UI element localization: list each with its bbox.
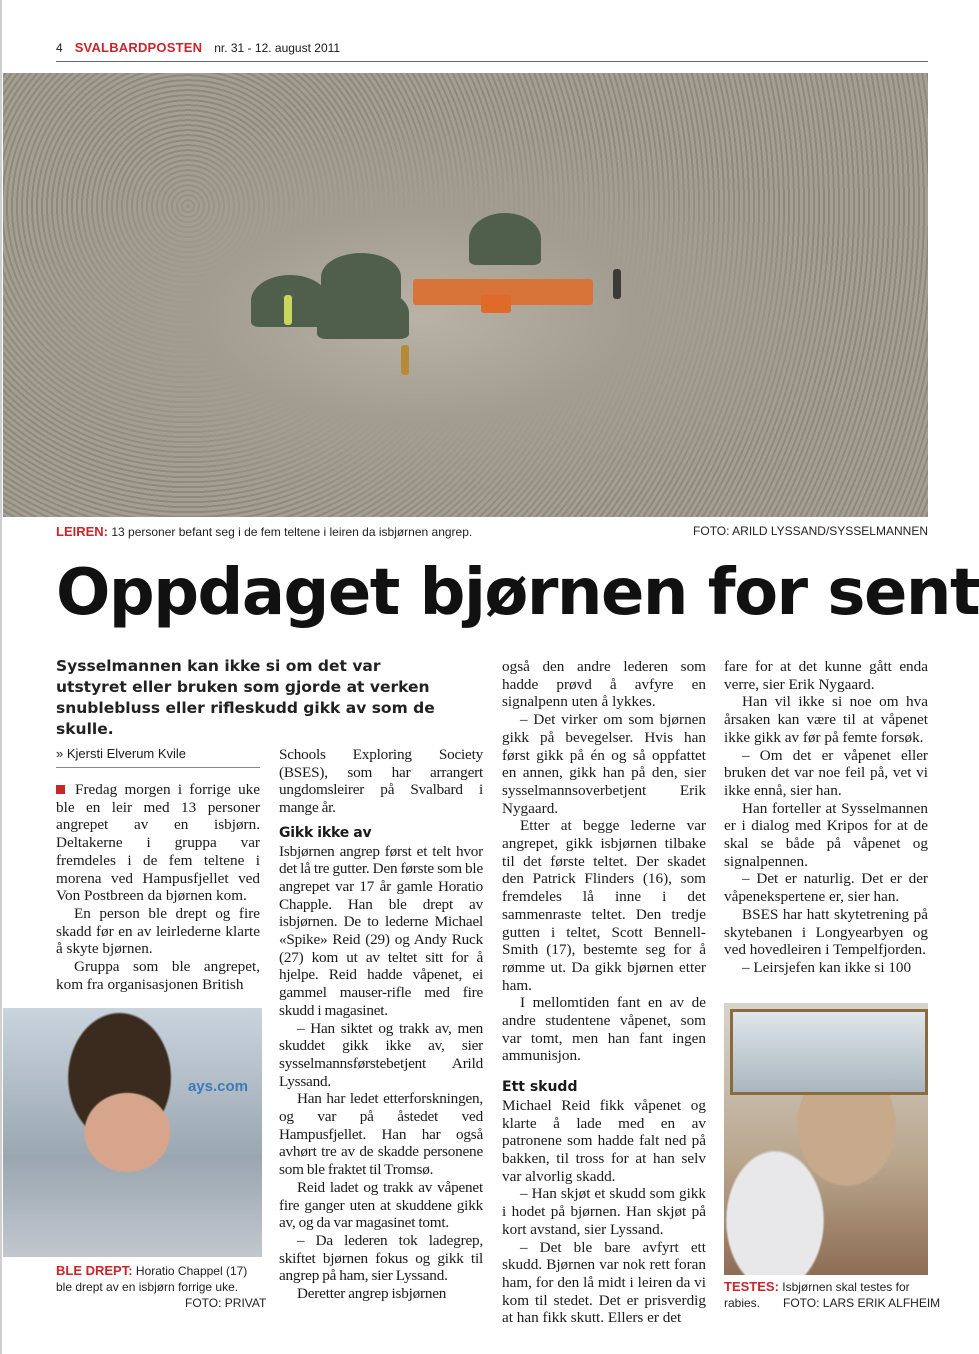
- tent: [317, 287, 409, 339]
- person: [401, 345, 409, 375]
- paragraph: også den andre lederen som hadde prøvd å avfyre en signalpenn uten å lykkes.: [502, 658, 706, 711]
- caption-text: Isbjørnen skal testes for rabies.: [724, 1280, 910, 1310]
- deck: Sysselmannen kan ikke si om det var utstyret eller bruken som gjorde at verken snublebluss eller rifleskudd gikk av som de skulle.: [56, 657, 435, 738]
- photo-logo-text: ays.com: [187, 1078, 248, 1095]
- paragraph: – Leirsjefen kan ikke si 100: [742, 958, 912, 976]
- bullet-square-icon: [56, 785, 65, 794]
- page-edge: [0, 0, 2, 1354]
- paragraph: Han forteller at Sysselmannen er i dialog med Kripos for at de skal se både på våpenet og signalpennen.: [724, 799, 928, 870]
- portrait-credit: FOTO: PRIVAT: [185, 1296, 267, 1310]
- portrait-caption: [56, 1263, 260, 1295]
- column-4: [724, 658, 928, 995]
- headline: Oppdaget bjørnen for sent: [56, 556, 979, 630]
- paragraph: – Om det er våpenet eller bruken det var noe feil på, vet vi ikke ennå, sier han.: [724, 746, 928, 799]
- paragraph: fare for at det kunne gått enda verre, sier Erik Nygaard.: [724, 658, 928, 693]
- paragraph: En person ble drept og fire skadd før en av leirlederne klarte å skyte bjørnen.: [56, 904, 260, 958]
- paragraph: Schools Exploring Society (BSES), som har arrangert ungdomsleirer på Svalbard i mange år.: [279, 746, 483, 817]
- paragraph: – Det ble bare avfyrt ett skudd. Bjørnen var nok rett foran ham, for den lå midt i leiren da vi kom til stedet. Det er prisverdig at han fikk skutt. Ellers er det: [502, 1238, 706, 1327]
- main-photo-caption: [56, 524, 472, 539]
- caption-text: Horatio Chappel (17) ble drept av en isbjørn forrige uke.: [56, 1264, 248, 1294]
- paragraph: Han vil ikke si noe om hva årsaken kan være til at våpenet ikke gikk av før på femte forsøk.: [724, 693, 928, 746]
- portrait-photo: [3, 1008, 262, 1257]
- caption-lead: BLE DREPT:: [56, 1263, 133, 1278]
- bear-photo: [724, 1003, 928, 1275]
- paragraph: Isbjørnen angrep først et telt hvor det lå tre gutter. Den første som ble angrepet var 17 år gamle Horatio Chapple. Han ble drept av isbjørnen. De to lederne Michael «Spike» Reid (29) og Andy Ruck (27) kom ut av teltet sitt for å hjelpe. Reid hadde våpenet, ei gammel mauser-rifle med fire skudd i magasinet.: [279, 842, 483, 1019]
- paragraph: BSES har hatt skytetrening på skytebanen i Longyearbyen og ved hovedleiren i Tempelfjorden.: [724, 905, 928, 959]
- bear-credit: FOTO: LARS ERIK ALFHEIM: [783, 1296, 941, 1310]
- paragraph: – Han skjøt et skudd som gikk i hodet på bjørnen. Han skjøt på kort avstand, sier Lyssand.: [502, 1185, 706, 1238]
- header-rule: [56, 61, 928, 62]
- main-photo-credit: FOTO: ARILD LYSSAND/SYSSELMANNEN: [693, 524, 928, 538]
- paragraph: Michael Reid fikk våpenet og klarte å lade med en av patronene som hadde falt ned på bakken, til tross for at han selv var alvorlig skadd.: [502, 1096, 706, 1185]
- column-3: [502, 658, 706, 1327]
- page-header: [56, 40, 340, 55]
- paragraph: – Det er naturlig. Det er der våpenekspertene er, sier han.: [724, 870, 928, 906]
- paragraph: – Det virker om som bjørnen gikk på bevegelser. Hvis han først gikk på én og så oppfattet en annen, gikk han på den, sier sysselmannsoverbetjent Erik Nygaard.: [502, 711, 706, 817]
- person: [613, 269, 621, 299]
- paragraph: Etter at begge lederne var angrepet, gikk isbjørnen tilbake til det første teltet. Der skadet den Patrick Flinders (16), som fremdeles lå inne i det sammenraste teltet. Den tredje gutten i teltet, Scott Bennell-Smith (17), bestemte seg for å rømme ut. Da gikk bjørnen etter ham.: [502, 817, 706, 994]
- caption-lead: LEIREN:: [56, 524, 108, 539]
- column-2: [279, 746, 483, 1303]
- subheading: Gikk ikke av: [279, 824, 372, 841]
- paragraph: Fredag morgen i forrige uke ble en leir med 13 personer angrepet av en isbjørn. Deltakerne i gruppa var fremdeles i de fem teltene i morena ved Hampusfjellet ved Von Postbreen da bjørnen kom.: [56, 781, 260, 905]
- paragraph: Reid ladet og trakk av våpenet fire ganger uten at skuddene gikk av, og da var magasinet tomt.: [279, 1178, 483, 1232]
- person: [284, 295, 292, 325]
- page-number: 4: [56, 41, 63, 55]
- caption-text: 13 personer befant seg i de fem teltene i leiren da isbjørnen angrep.: [111, 525, 473, 539]
- window: [730, 1009, 928, 1095]
- byline: » Kjersti Elverum Kvile: [56, 746, 260, 768]
- paragraph: Han har ledet etterforskningen, og var på åstedet ved Hampusfjellet. Han har også avhørt tre av de skadde personene som ble fraktet til Tromsø.: [279, 1090, 483, 1179]
- caption-lead: TESTES:: [724, 1279, 779, 1294]
- newspaper-brand: SVALBARDPOSTEN: [74, 40, 203, 55]
- gear: [481, 295, 511, 313]
- paragraph: – Han siktet og trakk av, men skuddet gikk ikke av, sier sysselmannsførstebetjent Arild Lyssand.: [279, 1019, 483, 1090]
- camp-photo: [3, 73, 928, 517]
- paragraph: I mellomtiden fant en av de andre studentene våpenet, som var tomt, men han fant ingen ammunisjon.: [502, 994, 706, 1065]
- tent: [469, 213, 541, 265]
- subheading: Ett skudd: [502, 1079, 578, 1096]
- paragraph: – Da lederen tok ladegrep, skiftet bjørnen fokus og gikk til angrep på ham, sier Lyssand.: [279, 1231, 483, 1285]
- paragraph: Deretter angrep isbjørnen: [297, 1285, 447, 1303]
- issue-info: nr. 31 - 12. august 2011: [214, 41, 341, 55]
- paragraph: Gruppa som ble angrepet, kom fra organisasjonen British: [56, 958, 260, 993]
- column-1: [56, 781, 260, 997]
